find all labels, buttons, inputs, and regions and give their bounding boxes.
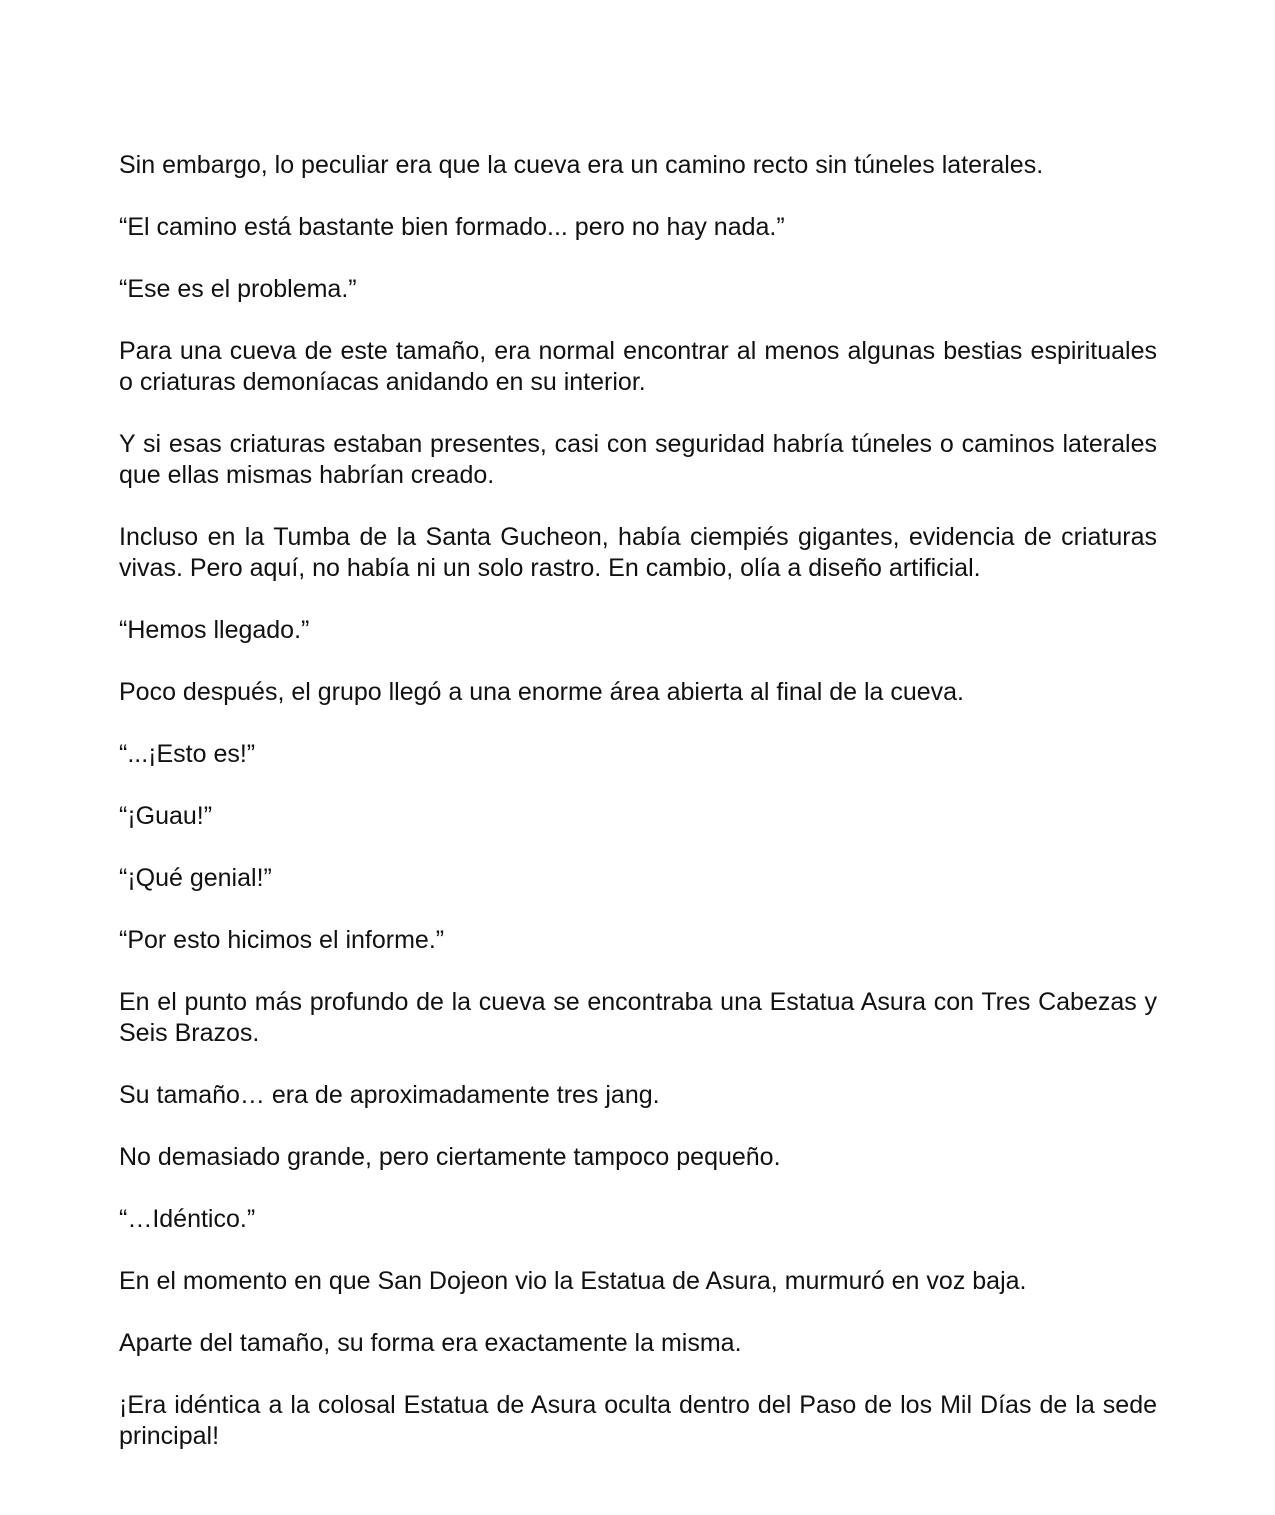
paragraph: Para una cueva de este tamaño, era normal encontrar al menos algunas bestias espirituales o criaturas demoníacas anidando en su interior. <box>119 337 1157 396</box>
paragraph: “Hemos llegado.” <box>119 616 310 644</box>
paragraph: Aparte del tamaño, su forma era exactamente la misma. <box>119 1329 742 1357</box>
paragraph: No demasiado grande, pero ciertamente tampoco pequeño. <box>119 1143 781 1171</box>
document-page <box>119 150 1157 1452</box>
paragraph: “…Idéntico.” <box>119 1205 256 1233</box>
paragraph: Incluso en la Tumba de la Santa Gucheon, había ciempiés gigantes, evidencia de criaturas vivas. Pero aquí, no había ni un solo rastro. En cambio, olía a diseño artificial. <box>119 523 1157 582</box>
paragraph: “El camino está bastante bien formado... pero no hay nada.” <box>119 213 785 241</box>
paragraph: “Ese es el problema.” <box>119 275 357 303</box>
paragraph: En el momento en que San Dojeon vio la Estatua de Asura, murmuró en voz baja. <box>119 1267 1027 1295</box>
paragraph: Sin embargo, lo peculiar era que la cueva era un camino recto sin túneles laterales. <box>119 151 1044 179</box>
paragraph: “¡Qué genial!” <box>119 864 272 892</box>
paragraph: Poco después, el grupo llegó a una enorme área abierta al final de la cueva. <box>119 678 965 706</box>
paragraph: Su tamaño… era de aproximadamente tres jang. <box>119 1081 660 1109</box>
paragraph: “...¡Esto es!” <box>119 740 256 768</box>
paragraph: “¡Guau!” <box>119 802 213 830</box>
paragraph: ¡Era idéntica a la colosal Estatua de Asura oculta dentro del Paso de los Mil Días de la sede principal! <box>119 1391 1157 1450</box>
paragraph: Y si esas criaturas estaban presentes, casi con seguridad habría túneles o caminos laterales que ellas mismas habrían creado. <box>119 430 1157 489</box>
paragraph: “Por esto hicimos el informe.” <box>119 926 445 954</box>
paragraph: En el punto más profundo de la cueva se encontraba una Estatua Asura con Tres Cabezas y Seis Brazos. <box>119 988 1157 1047</box>
